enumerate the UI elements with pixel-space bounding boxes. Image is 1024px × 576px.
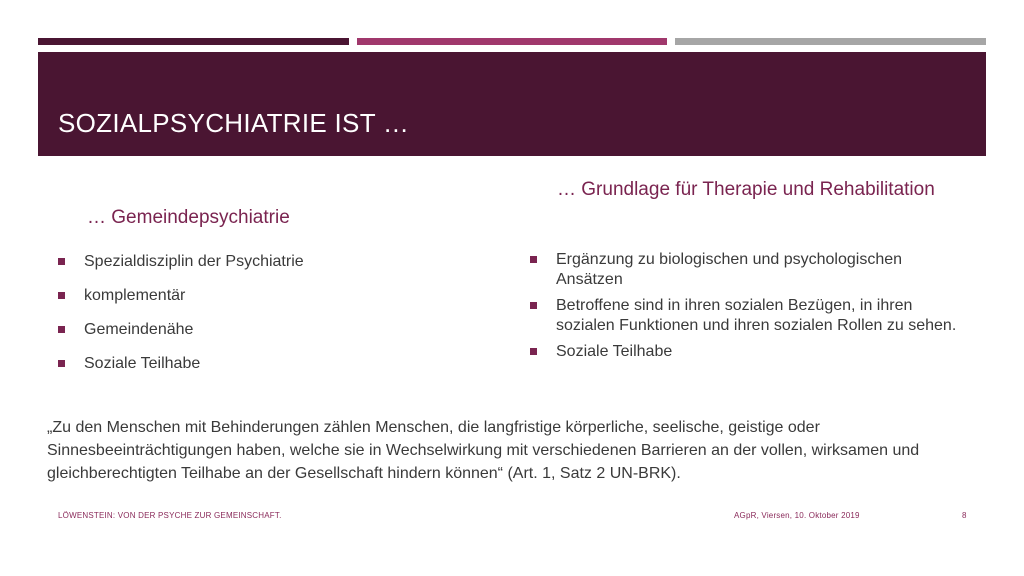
square-bullet-icon <box>58 292 65 299</box>
square-bullet-icon <box>530 302 537 309</box>
top-stripe-gray <box>675 38 986 45</box>
right-column-heading: … Grundlage für Therapie und Rehabilitation <box>557 179 935 200</box>
top-stripe-dark <box>38 38 349 45</box>
list-item-text: komplementär <box>84 287 186 304</box>
right-bullet-list <box>530 250 960 368</box>
list-item-text: Betroffene sind in ihren sozialen Bezügen, in ihren sozialen Funktionen und ihren sozialen Rollen zu sehen. <box>556 297 957 334</box>
list-item-text: Soziale Teilhabe <box>556 343 673 360</box>
list-item <box>58 320 478 340</box>
list-item <box>530 296 960 336</box>
list-item-text: Ergänzung zu biologischen und psychologischen Ansätzen <box>556 251 903 288</box>
footer-event-date: AGpR, Viersen, 10. Oktober 2019 <box>734 511 860 520</box>
list-item <box>530 342 960 362</box>
list-item-text: Gemeindenähe <box>84 321 194 338</box>
list-item <box>58 286 478 306</box>
top-stripe-magenta <box>357 38 667 45</box>
left-column-heading: … Gemeindepsychiatrie <box>87 207 290 228</box>
list-item <box>58 354 478 374</box>
list-item <box>58 252 478 272</box>
list-item <box>530 250 960 290</box>
title-band <box>38 52 986 156</box>
square-bullet-icon <box>530 256 537 263</box>
square-bullet-icon <box>58 326 65 333</box>
square-bullet-icon <box>58 258 65 265</box>
square-bullet-icon <box>58 360 65 367</box>
slide-title: SOZIALPSYCHIATRIE IST … <box>58 108 410 138</box>
slide-page-number: 8 <box>962 511 967 520</box>
footer-title: LÖWENSTEIN: VON DER PSYCHE ZUR GEMEINSCHAFT. <box>58 511 282 520</box>
list-item-text: Soziale Teilhabe <box>84 355 201 372</box>
left-bullet-list <box>58 252 478 388</box>
list-item-text: Spezialdisziplin der Psychiatrie <box>84 253 304 270</box>
square-bullet-icon <box>530 348 537 355</box>
un-brk-quote: „Zu den Menschen mit Behinderungen zählen Menschen, die langfristige körperliche, seelische, geistige oder Sinnesbeeinträchtigungen haben, welche sie in Wechselwirkung mit verschiedenen Barrieren an der vollen, wirksamen und gleichberechtigten Teilhabe an der Gesellschaft hindern können“ (Art. 1, Satz 2 UN-BRK). <box>47 419 920 482</box>
